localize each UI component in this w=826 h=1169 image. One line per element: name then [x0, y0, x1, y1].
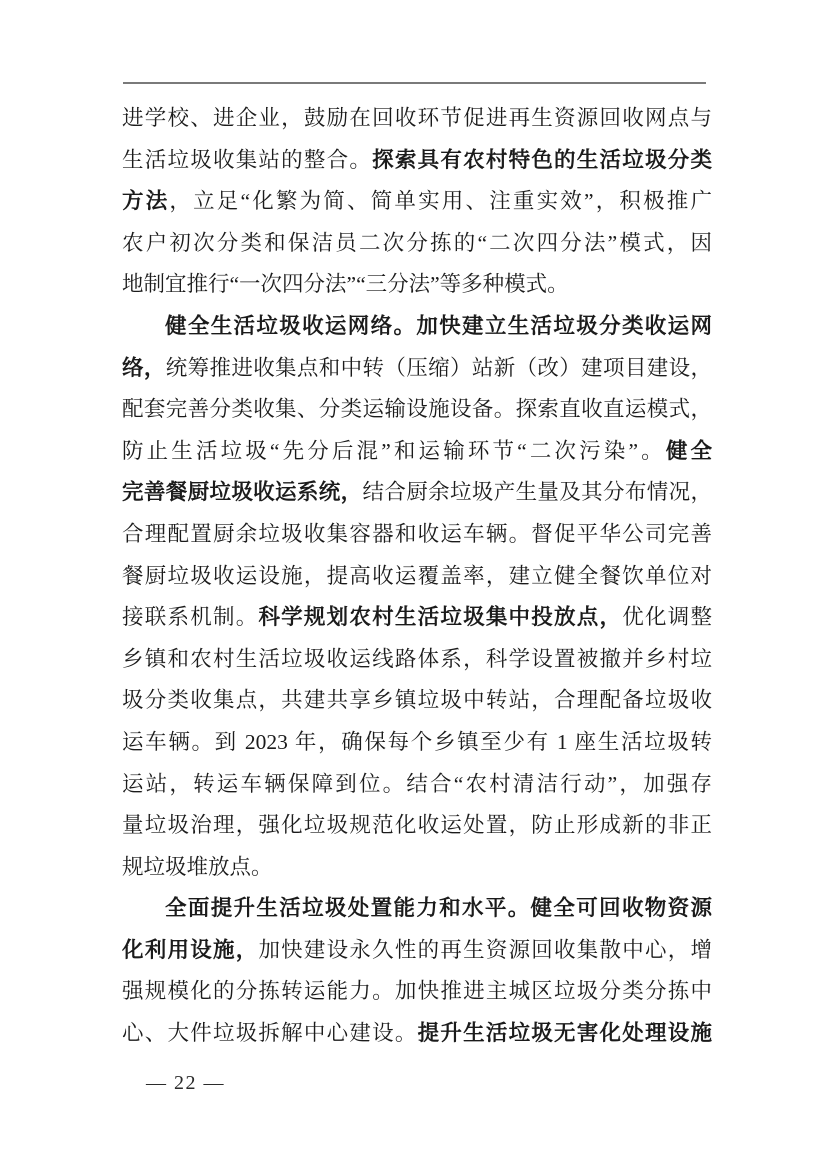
- bold-text-run: 健全: [665, 438, 712, 463]
- text-run: 加快建设永久性的再生资源回收集散中心，增: [258, 937, 712, 962]
- text-line: [122, 472, 712, 514]
- text-line: [122, 930, 712, 972]
- text-run: 规垃圾堆放点。: [122, 854, 273, 879]
- bold-text-run: 络，: [122, 355, 166, 380]
- bold-text-run: 化利用设施，: [122, 937, 259, 962]
- text-line: [122, 223, 712, 265]
- bold-text-run: 科学规划农村生活垃圾集中投放点，: [258, 605, 623, 630]
- text-line: [122, 306, 712, 348]
- text-run: 统筹推进收集点和中转（压缩）站新（改）建项目建设，: [165, 355, 712, 380]
- text-line: [122, 514, 712, 556]
- text-line: [122, 971, 712, 1013]
- text-line: [122, 888, 712, 930]
- text-line: [122, 140, 712, 182]
- text-run: 运站，转运车辆保障到位。结合“农村清洁行动”，加强存: [122, 771, 712, 796]
- text-line: [122, 389, 712, 431]
- document-body: [122, 98, 712, 1055]
- text-line: [122, 597, 712, 639]
- bold-text-run: 完善餐厨垃圾收运系统，: [122, 480, 363, 505]
- text-run: 农户初次分类和保洁员二次分拣的“二次四分法”模式，因: [122, 230, 712, 255]
- text-run: 配套完善分类收集、分类运输设施设备。探索直收直运模式，: [122, 397, 712, 422]
- text-line: [122, 639, 712, 681]
- text-run: 心、大件垃圾拆解中心建设。: [122, 1021, 418, 1046]
- text-line: [122, 847, 712, 889]
- text-run: 进学校、进企业，鼓励在回收环节促进再生资源回收网点与: [122, 106, 712, 130]
- text-line: [122, 98, 712, 140]
- text-run: 强规模化的分拣转运能力。加快推进主城区垃圾分类分拣中: [122, 979, 712, 1004]
- text-run: 合理配置厨余垃圾收集容器和收运车辆。督促平华公司完善: [122, 521, 712, 546]
- text-run: 地制宜推行“一次四分法”“三分法”等多种模式。: [122, 272, 569, 297]
- text-line: [122, 805, 712, 847]
- text-line: [122, 431, 712, 473]
- text-run: 生活垃圾收集站的整合。: [122, 147, 373, 172]
- page-number: [146, 1068, 225, 1098]
- text-run: 优化调整: [622, 605, 712, 630]
- text-line: [122, 556, 712, 598]
- text-run: 圾分类收集点，共建共享乡镇垃圾中转站，合理配备垃圾收: [122, 688, 712, 713]
- header-rule: [123, 82, 706, 84]
- text-run: 接联系机制。: [122, 605, 259, 630]
- text-line: [122, 722, 712, 764]
- paragraph: [122, 306, 712, 888]
- text-run: 量垃圾治理，强化垃圾规范化收运处置，防止形成新的非正: [122, 813, 712, 838]
- page-number-text: — 22 —: [146, 1072, 225, 1094]
- bold-text-run: 全面提升生活垃圾处置能力和水平。健全可回收物资源: [165, 896, 712, 921]
- text-run: 运车辆。到 2023 年，确保每个乡镇至少有 1 座生活垃圾转: [122, 729, 712, 754]
- text-line: [122, 1013, 712, 1055]
- text-run: ，立足“化繁为简、简单实用、注重实效”，积极推广: [169, 189, 712, 214]
- bold-text-run: 方法: [122, 189, 170, 214]
- text-run: 结合厨余垃圾产生量及其分布情况，: [362, 480, 712, 505]
- text-run: 乡镇和农村生活垃圾收运线路体系，科学设置被撤并乡村垃: [122, 646, 712, 671]
- text-line: [122, 264, 712, 306]
- text-line: [122, 348, 712, 390]
- paragraph: [122, 98, 712, 306]
- paragraph: [122, 888, 712, 1054]
- bold-text-run: 提升生活垃圾无害化处理设施: [417, 1021, 712, 1046]
- text-line: [122, 680, 712, 722]
- text-line: [122, 764, 712, 806]
- bold-text-run: 探索具有农村特色的生活垃圾分类: [372, 147, 712, 172]
- bold-text-run: 健全生活垃圾收运网络。加快建立生活垃圾分类收运网: [165, 313, 712, 338]
- text-run: 餐厨垃圾收运设施，提高收运覆盖率，建立健全餐饮单位对: [122, 563, 712, 588]
- text-line: [122, 181, 712, 223]
- text-run: 防止生活垃圾“先分后混”和运输环节“二次污染”。: [122, 438, 666, 463]
